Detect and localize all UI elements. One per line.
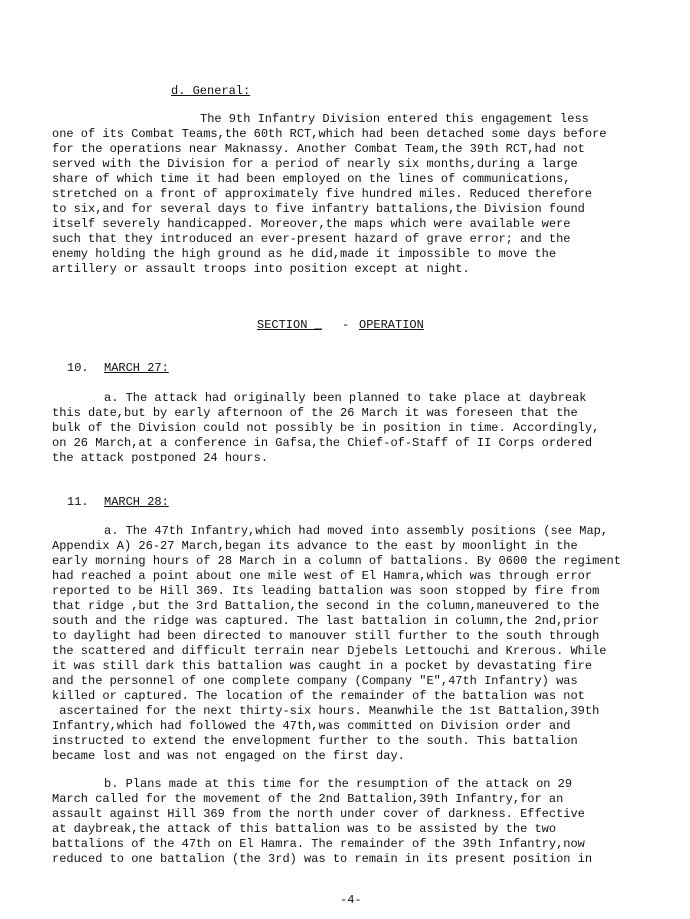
- text-line: Appendix A) 26-27 March,began its advance to the east by moonlight in the: [52, 539, 578, 553]
- text-line: assault against Hill 369 from the north under cover of darkness. Effective: [52, 807, 585, 821]
- paragraph-number: 10.: [67, 361, 89, 375]
- text-line: early morning hours of 28 March in a column of battalions. By 0600 the regiment: [52, 554, 621, 568]
- text-line: the attack postponed 24 hours.: [52, 451, 269, 465]
- text-line: reported to be Hill 369. Its leading battalion was soon stopped by fire from: [52, 584, 600, 598]
- text-line: at daybreak,the attack of this battalion was to be assisted by the two: [52, 822, 557, 836]
- text-line: reduced to one battalion (the 3rd) was to remain in its present position in: [52, 852, 593, 866]
- text-line: ascertained for the next thirty-six hours. Meanwhile the 1st Battalion,39th: [52, 704, 600, 718]
- text-line: served with the Division for a period of nearly six months,during a large: [52, 157, 578, 171]
- text-line: battalions of the 47th on El Hamra. The remainder of the 39th Infantry,now: [52, 837, 585, 851]
- text-line: b. Plans made at this time for the resumption of the attack on 29: [104, 777, 573, 791]
- march27-heading: MARCH 27:: [104, 361, 169, 375]
- text-line: that ridge ,but the 3rd Battalion,the second in the column,maneuvered to the: [52, 599, 600, 613]
- text-line: a. The 47th Infantry,which had moved into assembly positions (see Map,: [104, 524, 609, 538]
- text-line: enemy holding the high ground as he did,made it impossible to move the: [52, 247, 557, 261]
- text-line: to daylight had been directed to manouver still further to the south through: [52, 629, 600, 643]
- text-line: to six,and for several days to five infantry battalions,the Division found: [52, 202, 585, 216]
- section-label: SECTION _: [257, 318, 322, 332]
- text-line: the scattered and difficult terrain near Djebels Lettouchi and Krerous. While: [52, 644, 607, 658]
- text-line: a. The attack had originally been planned to take place at daybreak: [104, 391, 587, 405]
- text-line: artillery or assault troops into position except at night.: [52, 262, 470, 276]
- general-heading: d. General:: [171, 84, 251, 98]
- text-line: itself severely handicapped. Moreover,the maps which were available were: [52, 217, 571, 231]
- text-line: bulk of the Division could not possibly be in position in time. Accordingly,: [52, 421, 600, 435]
- text-line: The 9th Infantry Division entered this engagement less: [200, 112, 589, 126]
- text-line: south and the ridge was captured. The last battalion in column,the 2nd,prior: [52, 614, 600, 628]
- text-line: and the personnel of one complete company (Company "E",47th Infantry) was: [52, 674, 578, 688]
- text-line: stretched on a front of approximately five hundred miles. Reduced therefore: [52, 187, 593, 201]
- text-line: for the operations near Maknassy. Another Combat Team,the 39th RCT,had not: [52, 142, 585, 156]
- text-line: share of which time it had been employed on the lines of communications,: [52, 172, 571, 186]
- text-line: March called for the movement of the 2nd Battalion,39th Infantry,for an: [52, 792, 564, 806]
- text-line: this date,but by early afternoon of the 26 March it was foreseen that the: [52, 406, 578, 420]
- text-line: it was still dark this battalion was caught in a pocket by devastating fire: [52, 659, 593, 673]
- section-title: OPERATION: [359, 318, 424, 332]
- page-number: -4-: [340, 893, 362, 907]
- text-line: such that they introduced an ever-present hazard of grave error; and the: [52, 232, 571, 246]
- march28-heading: MARCH 28:: [104, 495, 169, 509]
- text-line: on 26 March,at a conference in Gafsa,the Chief-of-Staff of II Corps ordered: [52, 436, 593, 450]
- text-line: had reached a point about one mile west of El Hamra,which was through error: [52, 569, 593, 583]
- text-line: killed or captured. The location of the remainder of the battalion was not: [52, 689, 585, 703]
- text-line: one of its Combat Teams,the 60th RCT,which had been detached some days before: [52, 127, 607, 141]
- text-line: became lost and was not engaged on the first day.: [52, 749, 405, 763]
- paragraph-number: 11.: [67, 495, 89, 509]
- text-line: Infantry,which had followed the 47th,was committed on Division order and: [52, 719, 571, 733]
- section-dash: -: [342, 318, 350, 332]
- text-line: instructed to extend the envelopment further to the south. This battalion: [52, 734, 578, 748]
